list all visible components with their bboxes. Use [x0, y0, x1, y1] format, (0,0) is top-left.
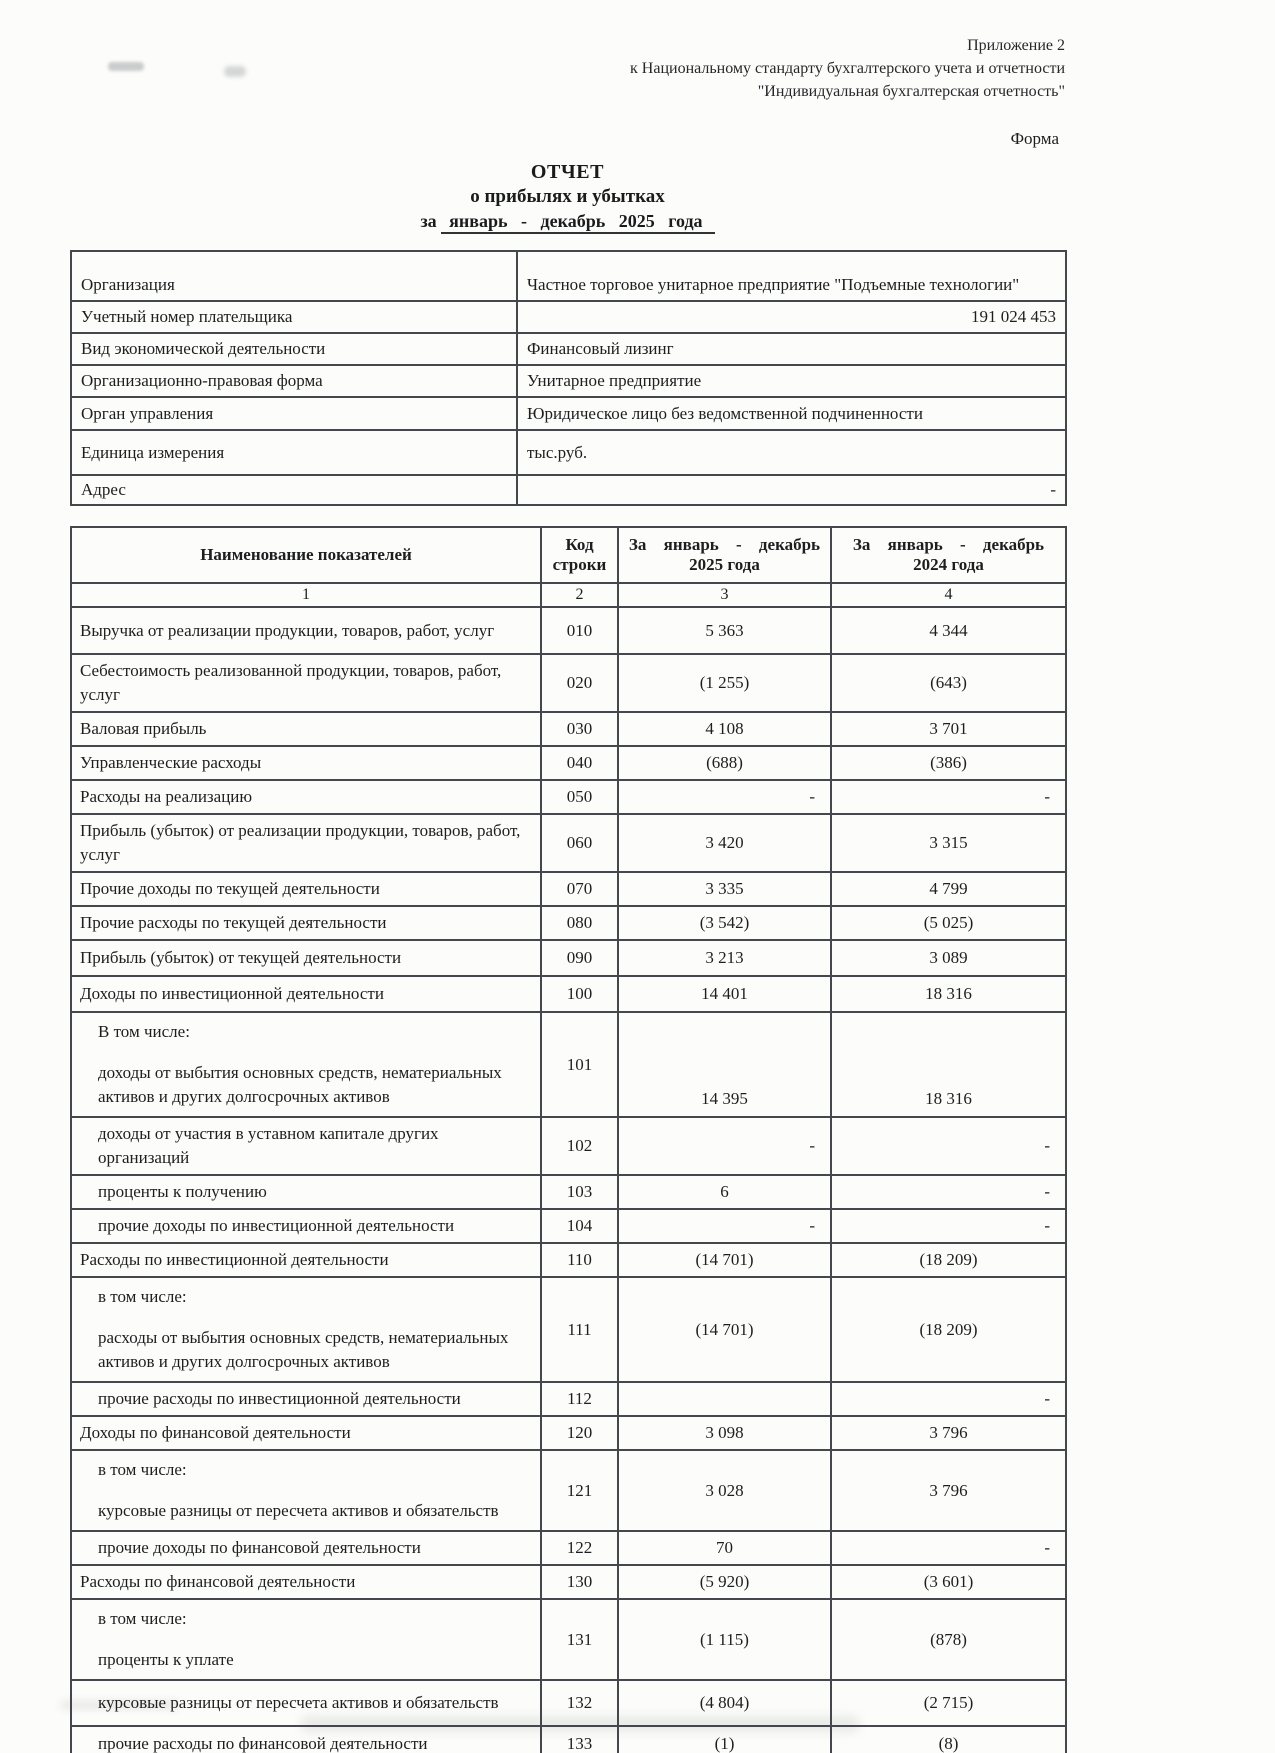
pnl-header-row: [71, 527, 1066, 583]
pnl-row: [71, 814, 1066, 872]
org-info-row: [71, 251, 1066, 301]
report-period: [70, 211, 1065, 232]
org-value-cell: Унитарное предприятие: [517, 365, 1066, 397]
indicator-name-cell: [71, 607, 541, 654]
line-code-cell: 132: [541, 1680, 618, 1726]
indicator-name: курсовые разницы от пересчета активов и обязательств: [98, 1501, 499, 1520]
form-label: Форма: [1010, 129, 1059, 148]
value-2025-cell: (688): [618, 746, 831, 780]
value-2025-cell: 3 098: [618, 1416, 831, 1450]
header-period-2025-bottom: 2025 года: [689, 555, 760, 574]
indicator-name: Доходы по инвестиционной деятельности: [80, 984, 384, 1003]
value-2024-cell: -: [831, 1117, 1066, 1175]
value-2025-cell: -: [618, 1209, 831, 1243]
value-2024-cell: (386): [831, 746, 1066, 780]
indicator-name-cell: [71, 1531, 541, 1565]
indicator-name: Валовая прибыль: [80, 719, 207, 738]
line-code-cell: 103: [541, 1175, 618, 1209]
line-code-cell: 112: [541, 1382, 618, 1416]
pnl-row: [71, 746, 1066, 780]
column-number: 3: [618, 583, 831, 607]
value-2025-cell: (4 804): [618, 1680, 831, 1726]
value-2025-cell: [618, 1382, 831, 1416]
indicator-name: прочие доходы по инвестиционной деятельности: [98, 1216, 455, 1235]
value-2024-cell: (878): [831, 1599, 1066, 1680]
appendix-line: к Национальному стандарту бухгалтерского учета и отчетности: [630, 60, 1065, 77]
value-2024-cell: -: [831, 780, 1066, 814]
indicator-name-cell: [71, 780, 541, 814]
line-code-cell: 030: [541, 712, 618, 746]
value-2024-cell: 3 796: [831, 1450, 1066, 1531]
value-2025-cell: 3 213: [618, 940, 831, 976]
pnl-row: [71, 1209, 1066, 1243]
org-value-cell: Юридическое лицо без ведомственной подчиненности: [517, 397, 1066, 430]
indicator-name-cell: [71, 940, 541, 976]
value-2025-cell: 14 395: [618, 1012, 831, 1117]
indicator-name: Прочие расходы по текущей деятельности: [80, 913, 387, 932]
org-info-row: [71, 475, 1066, 505]
org-info-table: [70, 250, 1067, 506]
pnl-row: [71, 1277, 1066, 1382]
org-info-row: [71, 333, 1066, 365]
pnl-row: [71, 1680, 1066, 1726]
indicator-name-cell: [71, 1450, 541, 1531]
value-2024-cell: (643): [831, 654, 1066, 712]
value-2025-cell: 70: [618, 1531, 831, 1565]
indicator-name-cell: [71, 1277, 541, 1382]
indicator-name: курсовые разницы от пересчета активов и обязательств: [98, 1693, 499, 1712]
pnl-row: [71, 1382, 1066, 1416]
indicator-name: Выручка от реализации продукции, товаров, работ, услуг: [80, 620, 495, 640]
value-2025-cell: (3 542): [618, 906, 831, 940]
header-period-2025: [618, 527, 831, 583]
value-2025-cell: 5 363: [618, 607, 831, 654]
line-code-cell: 090: [541, 940, 618, 976]
value-2024-cell: 3 796: [831, 1416, 1066, 1450]
line-code-cell: 060: [541, 814, 618, 872]
indicator-name-cell: [71, 654, 541, 712]
org-label-cell: Учетный номер плательщика: [71, 301, 517, 333]
line-code-cell: 110: [541, 1243, 618, 1277]
indicator-name: расходы от выбытия основных средств, нематериальных активов и других долгосрочных активов: [98, 1328, 509, 1371]
indicator-name: прочие доходы по финансовой деятельности: [98, 1538, 421, 1557]
group-prefix-label: в том числе:: [98, 1460, 187, 1479]
value-2025-cell: (14 701): [618, 1277, 831, 1382]
line-code-cell: 100: [541, 976, 618, 1012]
org-value-cell: Финансовый лизинг: [517, 333, 1066, 365]
indicator-name: Прибыль (убыток) от текущей деятельности: [80, 948, 402, 967]
indicator-name-cell: [71, 814, 541, 872]
value-2025-cell: (5 920): [618, 1565, 831, 1599]
indicator-name-cell: [71, 1117, 541, 1175]
pnl-row: [71, 1243, 1066, 1277]
line-code-cell: 040: [541, 746, 618, 780]
pnl-row: [71, 872, 1066, 906]
indicator-name: Расходы по инвестиционной деятельности: [80, 1250, 389, 1269]
line-code-cell: 122: [541, 1531, 618, 1565]
indicator-name-cell: [71, 1175, 541, 1209]
appendix-line: "Индивидуальная бухгалтерская отчетность": [757, 83, 1065, 100]
indicator-name-cell: [71, 1209, 541, 1243]
pnl-row: [71, 1012, 1066, 1117]
indicator-name: Прочие доходы по текущей деятельности: [80, 879, 380, 898]
org-value-cell: 191 024 453: [517, 301, 1066, 333]
line-code-cell: 130: [541, 1565, 618, 1599]
line-code-cell: 120: [541, 1416, 618, 1450]
pnl-row: [71, 654, 1066, 712]
indicator-name: Расходы по финансовой деятельности: [80, 1572, 356, 1591]
indicator-name: прочие расходы по инвестиционной деятельности: [98, 1389, 461, 1408]
pnl-row: [71, 1117, 1066, 1175]
indicator-name: Расходы на реализацию: [80, 787, 253, 806]
column-number: 1: [71, 583, 541, 607]
value-2024-cell: 4 344: [831, 607, 1066, 654]
indicator-name-cell: [71, 746, 541, 780]
value-2025-cell: (1 255): [618, 654, 831, 712]
header-period-2024: [831, 527, 1066, 583]
value-2024-cell: -: [831, 1382, 1066, 1416]
line-code-cell: 020: [541, 654, 618, 712]
pnl-row: [71, 1726, 1066, 1753]
value-2024-cell: (18 209): [831, 1277, 1066, 1382]
org-label-cell: Вид экономической деятельности: [71, 333, 517, 365]
value-2024-cell: (2 715): [831, 1680, 1066, 1726]
indicator-name-cell: [71, 1726, 541, 1753]
line-code-cell: 104: [541, 1209, 618, 1243]
org-info-row: [71, 430, 1066, 475]
line-code-cell: 010: [541, 607, 618, 654]
value-2024-cell: -: [831, 1175, 1066, 1209]
pnl-row: [71, 906, 1066, 940]
value-2024-cell: (8): [831, 1726, 1066, 1753]
org-label-cell: Адрес: [71, 475, 517, 505]
indicator-name: доходы от выбытия основных средств, нематериальных активов и других долгосрочных активов: [98, 1063, 502, 1106]
line-code-cell: 133: [541, 1726, 618, 1753]
pnl-row: [71, 780, 1066, 814]
value-2024-cell: 3 701: [831, 712, 1066, 746]
indicator-name-cell: [71, 1565, 541, 1599]
line-code-cell: 080: [541, 906, 618, 940]
group-prefix-label: в том числе:: [98, 1287, 187, 1306]
line-code-cell: 131: [541, 1599, 618, 1680]
report-title-line1: ОТЧЕТ: [530, 161, 605, 183]
value-2024-cell: 4 799: [831, 872, 1066, 906]
value-2024-cell: 3 089: [831, 940, 1066, 976]
pnl-row: [71, 1599, 1066, 1680]
value-2025-cell: (1): [618, 1726, 831, 1753]
column-number: 4: [831, 583, 1066, 607]
indicator-name: проценты к уплате: [98, 1650, 234, 1669]
indicator-name: проценты к получению: [98, 1182, 267, 1201]
value-2025-cell: 14 401: [618, 976, 831, 1012]
line-code-cell: 121: [541, 1450, 618, 1531]
header-period-2025-top: За январь - декабрь: [628, 535, 821, 554]
report-period-prefix: за: [420, 211, 437, 231]
indicator-name: Управленческие расходы: [80, 753, 262, 772]
value-2024-cell: -: [831, 1209, 1066, 1243]
pnl-row: [71, 607, 1066, 654]
report-period-value: январь - декабрь 2025 года: [441, 211, 714, 234]
header-period-2024-top: За январь - декабрь: [852, 535, 1045, 554]
value-2025-cell: 3 028: [618, 1450, 831, 1531]
value-2025-cell: (1 115): [618, 1599, 831, 1680]
indicator-name-cell: [71, 712, 541, 746]
org-value-cell: Частное торговое унитарное предприятие "Подъемные технологии": [517, 251, 1066, 301]
pnl-row: [71, 1565, 1066, 1599]
org-value-cell: тыс.руб.: [517, 430, 1066, 475]
indicator-name: Доходы по финансовой деятельности: [80, 1423, 351, 1442]
appendix-note: [70, 34, 1065, 103]
header-period-2024-bottom: 2024 года: [913, 555, 984, 574]
value-2024-cell: 18 316: [831, 976, 1066, 1012]
report-title: [70, 161, 1065, 232]
value-2024-cell: 3 315: [831, 814, 1066, 872]
header-indicator-name: Наименование показателей: [71, 527, 541, 583]
org-label-cell: Орган управления: [71, 397, 517, 430]
pnl-column-numbers-row: [71, 583, 1066, 607]
indicator-name: Прибыль (убыток) от реализации продукции, товаров, работ, услуг: [80, 821, 521, 864]
value-2025-cell: 3 420: [618, 814, 831, 872]
line-code-cell: 070: [541, 872, 618, 906]
org-info-row: [71, 301, 1066, 333]
pnl-row: [71, 1175, 1066, 1209]
value-2024-cell: 18 316: [831, 1012, 1066, 1117]
indicator-name-cell: [71, 976, 541, 1012]
indicator-name: доходы от участия в уставном капитале других организаций: [98, 1124, 439, 1167]
pnl-row: [71, 1450, 1066, 1531]
value-2025-cell: 6: [618, 1175, 831, 1209]
indicator-name-cell: [71, 1680, 541, 1726]
value-2024-cell: (18 209): [831, 1243, 1066, 1277]
line-code-cell: 102: [541, 1117, 618, 1175]
appendix-line: Приложение 2: [967, 37, 1065, 54]
column-number: 2: [541, 583, 618, 607]
value-2025-cell: -: [618, 1117, 831, 1175]
value-2024-cell: (3 601): [831, 1565, 1066, 1599]
value-2024-cell: (5 025): [831, 906, 1066, 940]
pnl-row: [71, 1416, 1066, 1450]
indicator-name-cell: [71, 1416, 541, 1450]
value-2025-cell: 4 108: [618, 712, 831, 746]
indicator-name-cell: [71, 906, 541, 940]
indicator-name: прочие расходы по финансовой деятельности: [98, 1734, 428, 1753]
org-label-cell: Организация: [71, 251, 517, 301]
org-value-cell: -: [517, 475, 1066, 505]
report-title-line2: о прибылях и убытках: [470, 186, 665, 207]
org-label-cell: Организационно-правовая форма: [71, 365, 517, 397]
indicator-name-cell: [71, 1243, 541, 1277]
indicator-name-cell: [71, 872, 541, 906]
pnl-table: [70, 526, 1067, 1753]
indicator-name-cell: [71, 1599, 541, 1680]
pnl-row: [71, 976, 1066, 1012]
value-2025-cell: 3 335: [618, 872, 831, 906]
value-2025-cell: (14 701): [618, 1243, 831, 1277]
pnl-row: [71, 940, 1066, 976]
pnl-row: [71, 712, 1066, 746]
org-label-cell: Единица измерения: [71, 430, 517, 475]
indicator-name: Себестоимость реализованной продукции, товаров, работ, услуг: [80, 661, 502, 704]
group-prefix-label: в том числе:: [98, 1609, 187, 1628]
indicator-name-cell: [71, 1382, 541, 1416]
org-info-row: [71, 397, 1066, 430]
line-code-cell: 101: [541, 1012, 618, 1117]
value-2024-cell: -: [831, 1531, 1066, 1565]
pnl-row: [71, 1531, 1066, 1565]
org-info-row: [71, 365, 1066, 397]
header-line-code: Код строки: [541, 527, 618, 583]
value-2025-cell: -: [618, 780, 831, 814]
indicator-name-cell: [71, 1012, 541, 1117]
line-code-cell: 111: [541, 1277, 618, 1382]
group-prefix-label: В том числе:: [98, 1022, 190, 1041]
line-code-cell: 050: [541, 780, 618, 814]
